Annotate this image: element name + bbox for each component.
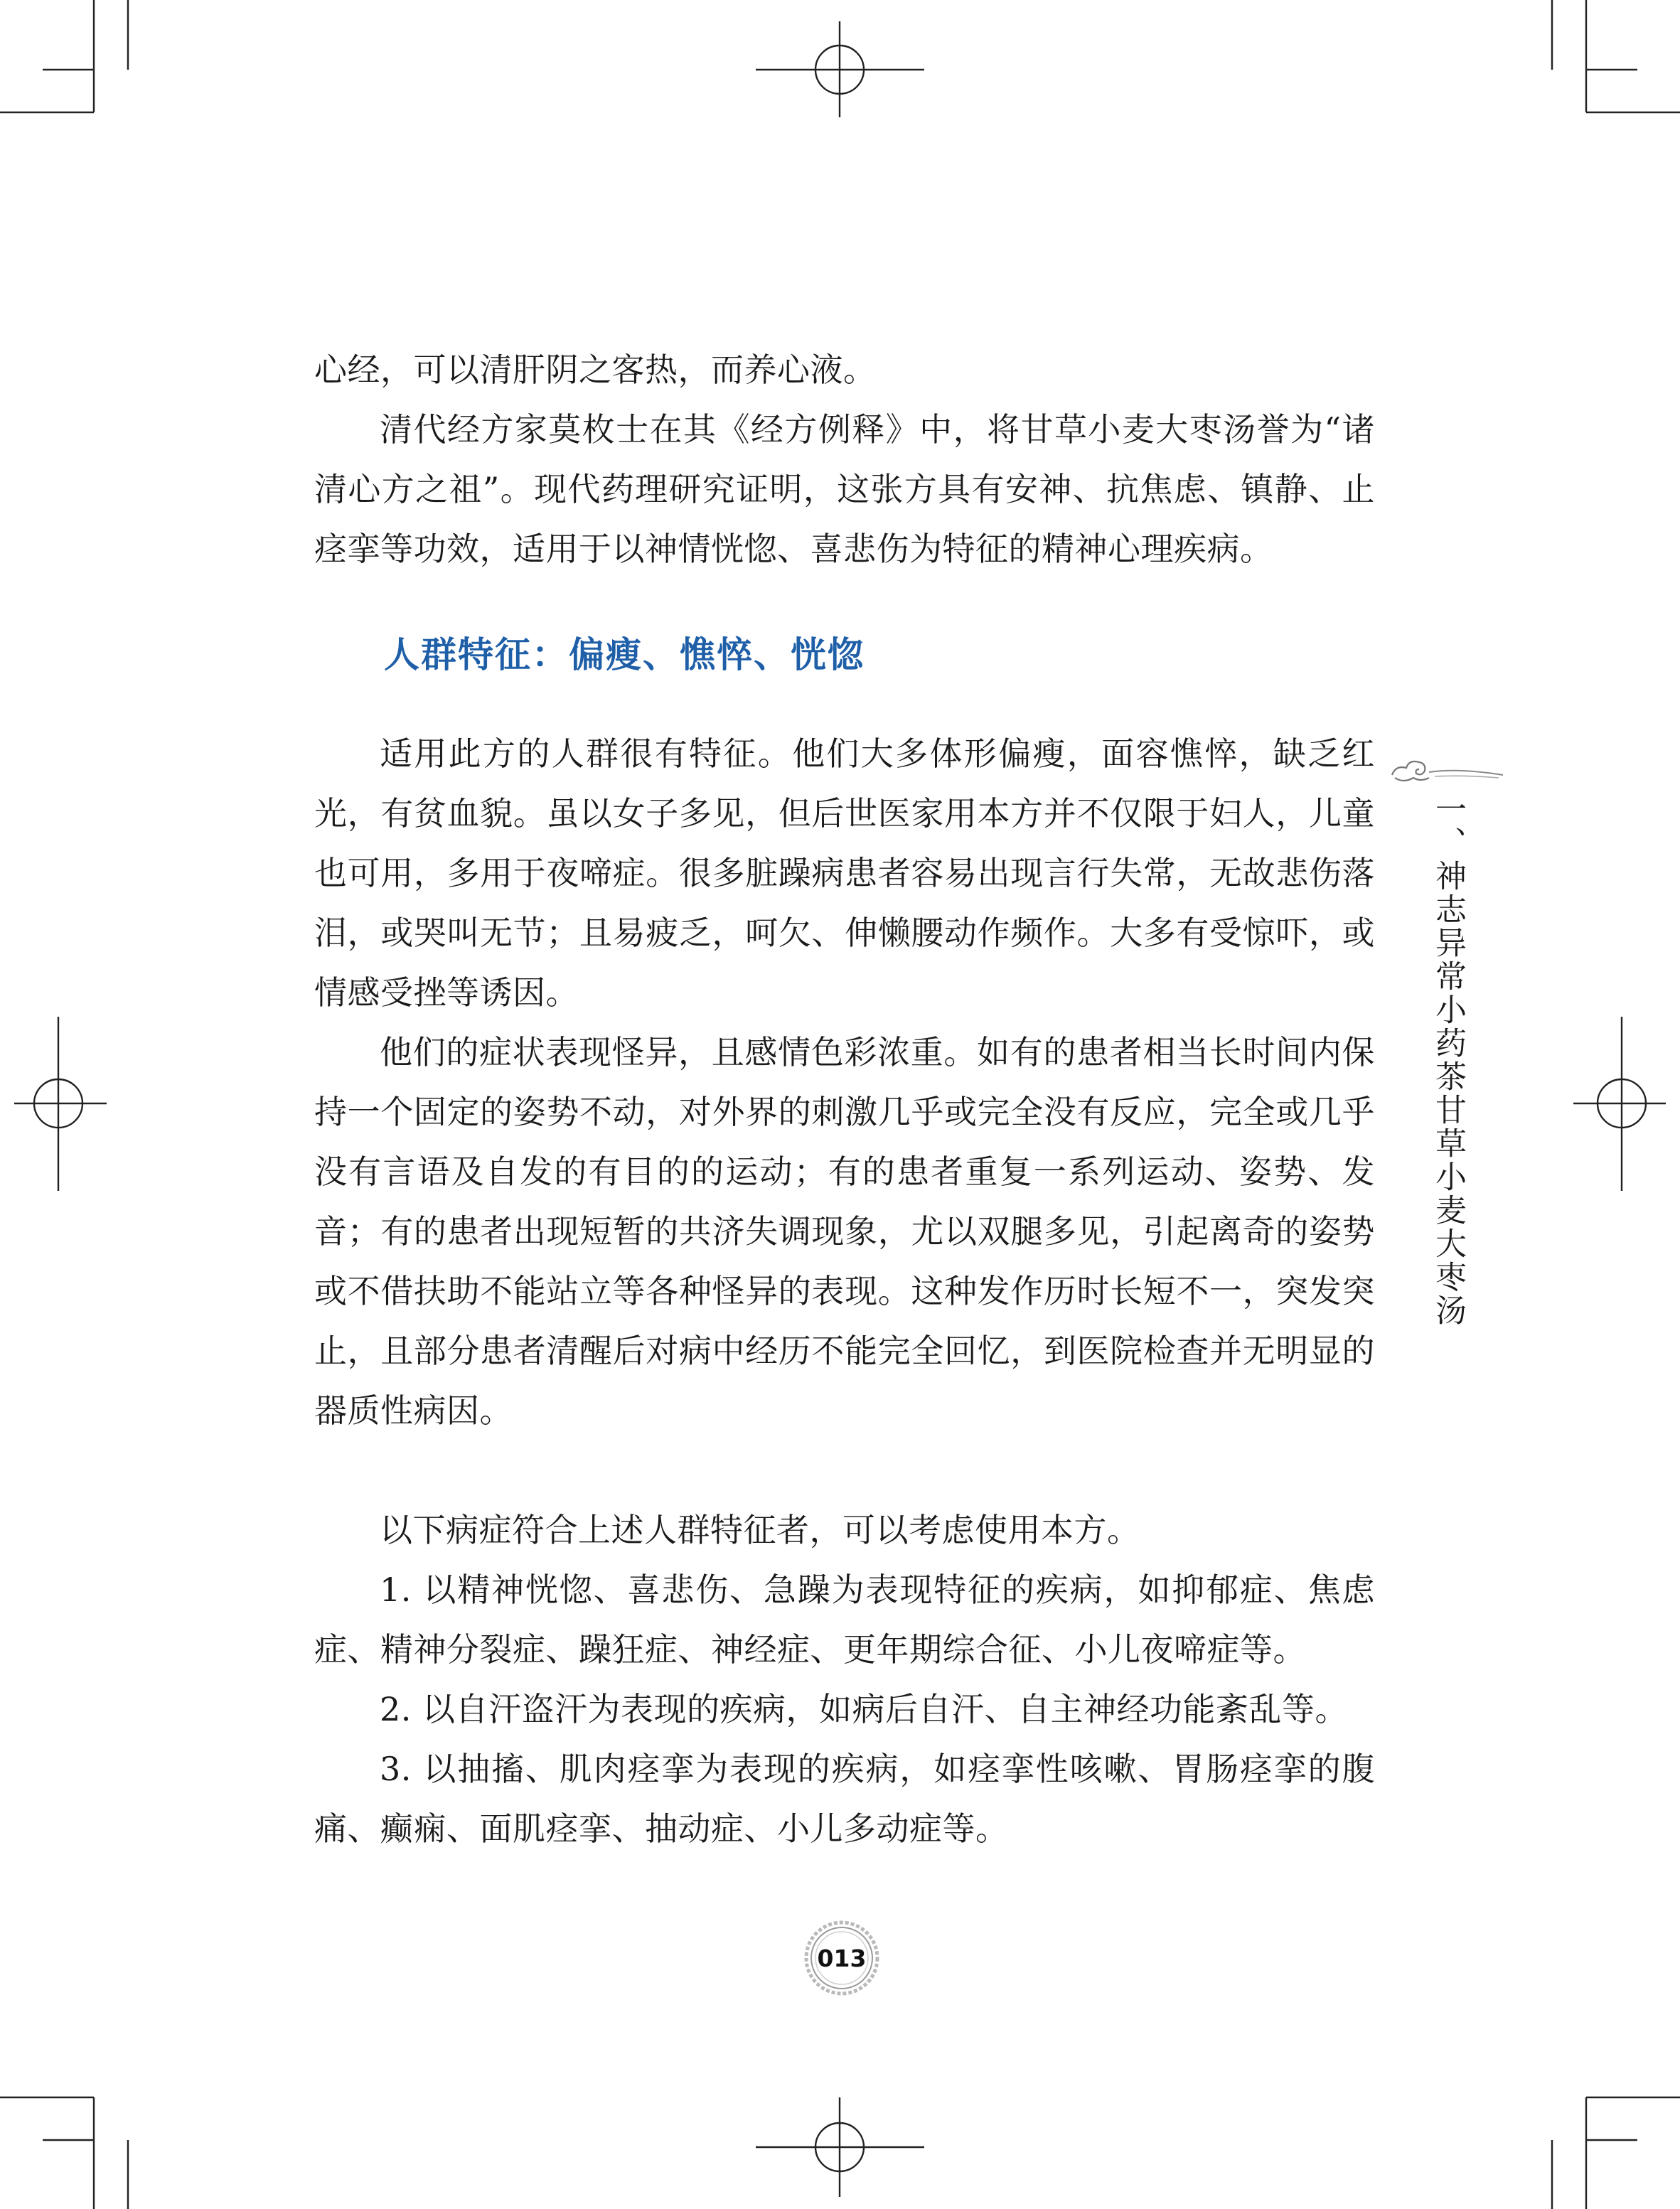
page-number: 013 [817,1944,867,1972]
list-item: 2. 以自汗盗汗为表现的疾病，如病后自汗、自主神经功能紊乱等。 [380,1690,1349,1728]
chapter-title: 一、神志异常小药茶 [1430,793,1466,1093]
page-number-badge [803,1920,880,1996]
paragraph-population: 适用此方的人群很有特征。他们大多体形偏瘦，面容憔悴，缺乏红光，有贫血貌。虽以女子多见，但后世医家用本方并不仅限于妇人，儿童也可用，多用于夜啼症。很多脏躁病患者容易出现言行失常，无故悲伤落泪，或哭叫无节；且易疲乏，呵欠、伸懒腰动作频作。大多有受惊吓，或情感受挫等诱因。 [314,734,1375,1012]
running-header-vertical [1420,793,1470,1327]
list-item: 3. 以抽搐、肌肉痉挛为表现的疾病，如痉挛性咳嗽、胃肠痉挛的腹痛、癫痫、面肌痉挛、抽动症、小儿多动症等。 [314,1750,1375,1848]
cloud-ornament-icon [1385,754,1506,789]
paragraph-indications-intro: 以下病症符合上述人群特征者，可以考虑使用本方。 [380,1511,1140,1549]
paragraph-continuation: 心经，可以清肝阴之客热，而养心液。 [314,351,877,389]
section-heading: 人群特征：偏瘦、憔悴、恍惚 [384,633,865,675]
paragraph-symptoms: 他们的症状表现怪异，且感情色彩浓重。如有的患者相当长时间内保持一个固定的姿势不动，对外界的刺激几乎或完全没有反应，完全或几乎没有言语及自发的有目的的运动；有的患者重复一系列运动、姿势、发音；有的患者出现短暂的共济失调现象，尤以双腿多见，引起离奇的姿势或不借扶助不能站立等各种怪异的表现。这种发作历时长短不一，突发突止，且部分患者清醒后对病中经历不能完全回忆，到医院检查并无明显的器质性病因。 [314,1033,1375,1430]
paragraph-intro: 清代经方家莫枚士在其《经方例释》中，将甘草小麦大枣汤誉为“诸清心方之祖”。现代药理研究证明，这张方具有安神、抗焦虑、镇静、止痉挛等功效，适用于以神情恍惚、喜悲伤为特征的精神心理疾病。 [314,410,1375,568]
list-item: 1. 以精神恍惚、喜悲伤、急躁为表现特征的疾病，如抑郁症、焦虑症、精神分裂症、躁狂症、神经症、更年期综合征、小儿夜啼症等。 [314,1571,1375,1669]
section-title: 甘草小麦大枣汤 [1430,1093,1466,1327]
